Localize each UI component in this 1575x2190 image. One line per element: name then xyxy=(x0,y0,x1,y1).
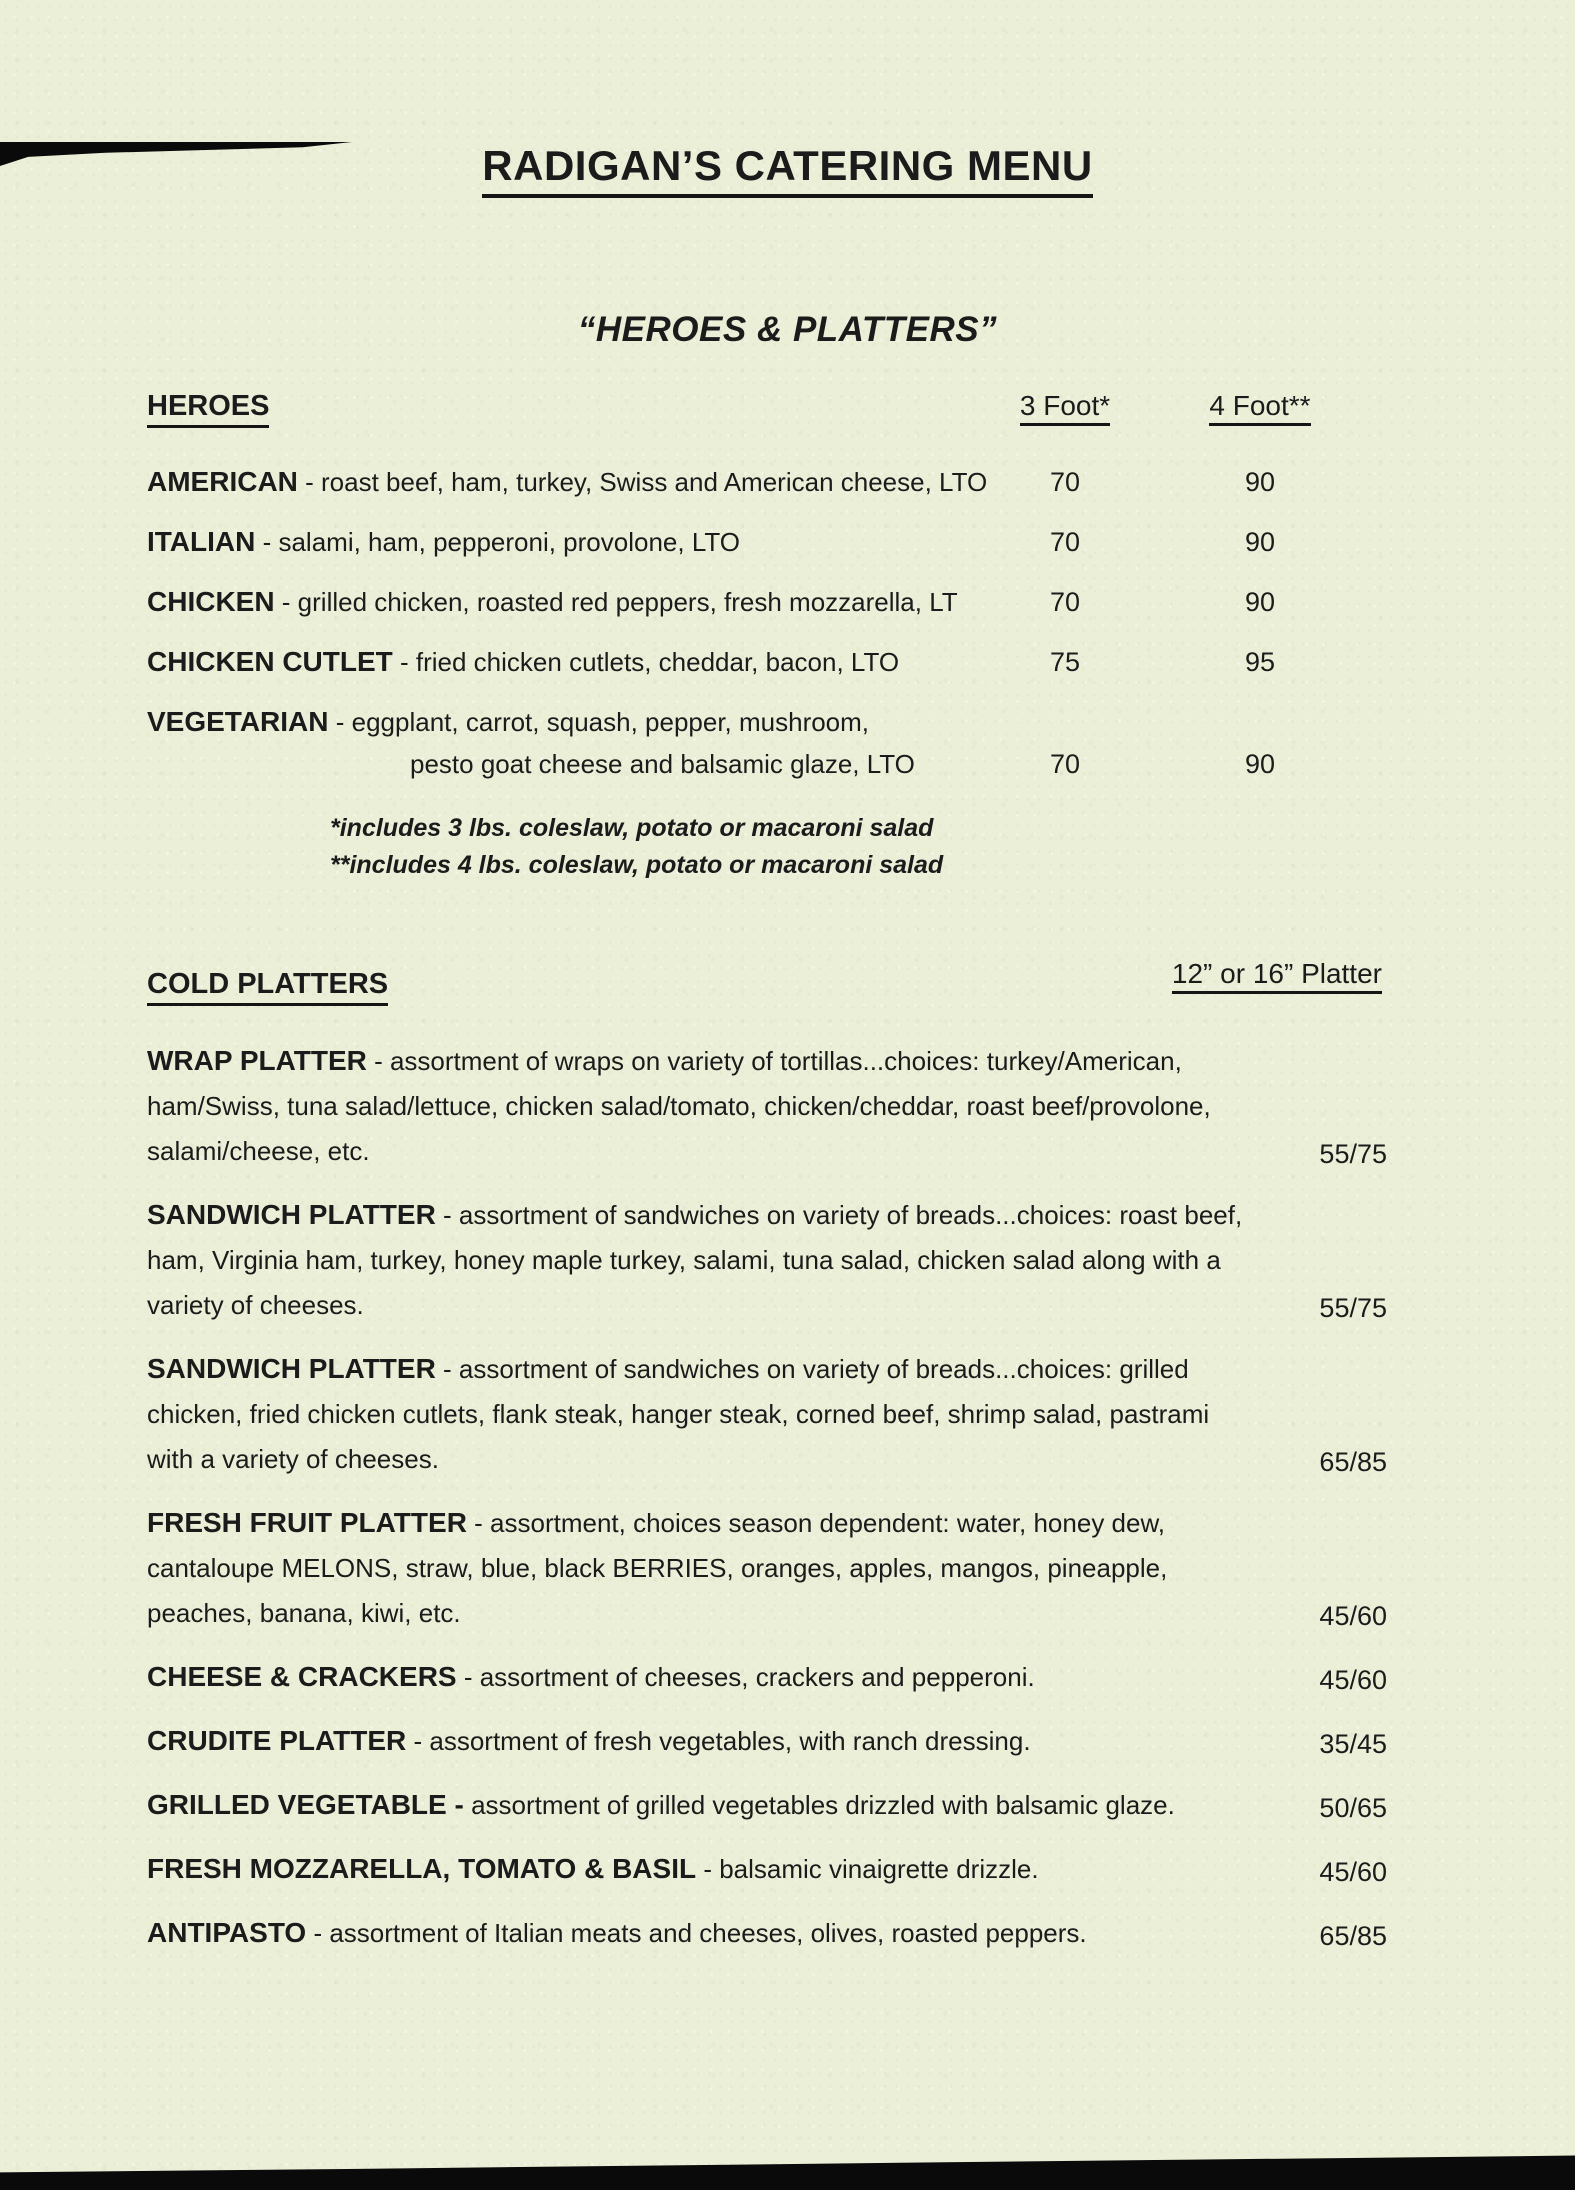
item-description: - roast beef, ham, turkey, Swiss and American cheese, LTO xyxy=(305,467,988,497)
platter-text xyxy=(147,1718,1245,1764)
platter-text xyxy=(147,1500,1245,1636)
item-description: - eggplant, carrot, squash, pepper, mushroom, xyxy=(335,707,870,737)
item-name: ANTIPASTO xyxy=(147,1917,307,1948)
item-name: CRUDITE PLATTER xyxy=(147,1725,407,1756)
item-name: AMERICAN xyxy=(147,466,298,497)
platter-item-mozzarella-tomato-basil xyxy=(0,1846,1575,1892)
price-4-foot: 90 xyxy=(1244,467,1276,497)
heroes-footnotes xyxy=(0,810,1575,884)
item-description: - assortment of cheeses, crackers and pepperoni. xyxy=(463,1662,1035,1692)
item-name: CHICKEN xyxy=(147,586,275,617)
hero-item-vegetarian xyxy=(0,706,1575,738)
item-description-continued: pesto goat cheese and balsamic glaze, LTO xyxy=(410,749,915,779)
platter-price: 55/75 xyxy=(1319,1293,1387,1323)
platter-item-fresh-fruit xyxy=(0,1500,1575,1636)
hero-item-vegetarian-line2 xyxy=(0,748,1575,780)
column-header-4-foot-label: 4 Foot** xyxy=(1209,390,1310,426)
page-title: RADIGAN’S CATERING MENU xyxy=(482,142,1092,198)
item-description: - assortment, choices season dependent: water, honey dew, cantaloupe MELONS, straw, blue, black BERRIES, oranges, apples, mangos, pineapple, peaches, banana, kiwi, etc. xyxy=(147,1508,1168,1628)
item-description: - assortment of Italian meats and cheeses, olives, roasted peppers. xyxy=(313,1918,1087,1948)
footnote-4-foot: **includes 4 lbs. coleslaw, potato or macaroni salad xyxy=(330,851,944,879)
platter-text xyxy=(147,1192,1245,1328)
item-description: - assortment of sandwiches on variety of breads...choices: roast beef, ham, Virginia ham, turkey, honey maple turkey, salami, tuna salad, chicken salad along with a variety of cheeses. xyxy=(147,1200,1243,1320)
platter-size-column-header-label: 12” or 16” Platter xyxy=(1172,958,1382,994)
heroes-header-row xyxy=(0,390,1575,430)
platter-text xyxy=(147,1346,1245,1482)
heroes-section-header: HEROES xyxy=(147,390,269,428)
price-4-foot: 90 xyxy=(1244,749,1276,779)
price-3-foot: 70 xyxy=(1049,749,1081,779)
platter-price: 55/75 xyxy=(1319,1139,1387,1169)
price-4-foot: 90 xyxy=(1244,587,1276,617)
platter-item-sandwich-1 xyxy=(0,1192,1575,1328)
platter-price: 65/85 xyxy=(1319,1921,1387,1951)
item-description: - balsamic vinaigrette drizzle. xyxy=(703,1854,1039,1884)
item-description: - grilled chicken, roasted red peppers, fresh mozzarella, LT xyxy=(281,587,958,617)
platter-price: 45/60 xyxy=(1319,1665,1387,1695)
item-name: CHEESE & CRACKERS xyxy=(147,1661,457,1692)
item-name: FRESH MOZZARELLA, TOMATO & BASIL xyxy=(147,1853,697,1884)
platter-price: 45/60 xyxy=(1319,1601,1387,1631)
platter-text xyxy=(147,1910,1245,1956)
item-name: VEGETARIAN xyxy=(147,706,329,737)
page-subtitle: “HEROES & PLATTERS” xyxy=(577,310,998,349)
hero-item-italian xyxy=(0,526,1575,558)
platter-item-antipasto xyxy=(0,1910,1575,1956)
scan-artifact-bottom xyxy=(0,2148,1575,2190)
menu-page xyxy=(0,142,1575,2190)
platter-text xyxy=(147,1846,1245,1892)
hero-item-chicken xyxy=(0,586,1575,618)
platter-item-wrap xyxy=(0,1038,1575,1174)
platter-text xyxy=(147,1038,1245,1174)
item-description: - assortment of wraps on variety of tortillas...choices: turkey/American, ham/Swiss, tuna salad/lettuce, chicken salad/tomato, chicken/cheddar, roast beef/provolone, salami/cheese, etc. xyxy=(147,1046,1211,1166)
item-description: - salami, ham, pepperoni, provolone, LTO xyxy=(262,527,740,557)
item-name: GRILLED VEGETABLE - xyxy=(147,1789,464,1820)
item-name: SANDWICH PLATTER xyxy=(147,1199,436,1230)
platter-item-grilled-vegetable xyxy=(0,1782,1575,1828)
platter-text xyxy=(147,1654,1245,1700)
platter-price: 65/85 xyxy=(1319,1447,1387,1477)
item-name: WRAP PLATTER xyxy=(147,1045,367,1076)
column-header-4-foot xyxy=(1192,390,1328,422)
cold-platters-header-row xyxy=(0,958,1575,1012)
platter-item-sandwich-2 xyxy=(0,1346,1575,1482)
item-name: SANDWICH PLATTER xyxy=(147,1353,436,1384)
price-3-foot: 75 xyxy=(1049,647,1081,677)
title-wrap xyxy=(0,142,1575,198)
item-description: - assortment of fresh vegetables, with ranch dressing. xyxy=(413,1726,1031,1756)
platter-price: 50/65 xyxy=(1319,1793,1387,1823)
price-4-foot: 95 xyxy=(1244,647,1276,677)
hero-item-american xyxy=(0,466,1575,498)
item-description: assortment of grilled vegetables drizzled with balsamic glaze. xyxy=(471,1790,1175,1820)
platter-text xyxy=(147,1782,1245,1828)
platter-price: 35/45 xyxy=(1319,1729,1387,1759)
item-name: CHICKEN CUTLET xyxy=(147,646,393,677)
item-name: FRESH FRUIT PLATTER xyxy=(147,1507,467,1538)
column-header-3-foot-label: 3 Foot* xyxy=(1020,390,1110,426)
item-description: - assortment of sandwiches on variety of breads...choices: grilled chicken, fried chicken cutlets, flank steak, hanger steak, corned beef, shrimp salad, pastrami with a variety of cheeses. xyxy=(147,1354,1210,1474)
price-3-foot: 70 xyxy=(1049,527,1081,557)
cold-platters-section-header: COLD PLATTERS xyxy=(147,968,388,1006)
footnote-3-foot: *includes 3 lbs. coleslaw, potato or macaroni salad xyxy=(330,814,934,842)
price-3-foot: 70 xyxy=(1049,467,1081,497)
price-4-foot: 90 xyxy=(1244,527,1276,557)
column-header-3-foot xyxy=(1005,390,1125,422)
item-description: - fried chicken cutlets, cheddar, bacon, LTO xyxy=(400,647,900,677)
platter-size-column-header xyxy=(1172,958,1382,990)
platter-item-cheese-crackers xyxy=(0,1654,1575,1700)
item-name: ITALIAN xyxy=(147,526,256,557)
price-3-foot: 70 xyxy=(1049,587,1081,617)
platter-item-crudite xyxy=(0,1718,1575,1764)
platter-price: 45/60 xyxy=(1319,1857,1387,1887)
hero-item-chicken-cutlet xyxy=(0,646,1575,678)
